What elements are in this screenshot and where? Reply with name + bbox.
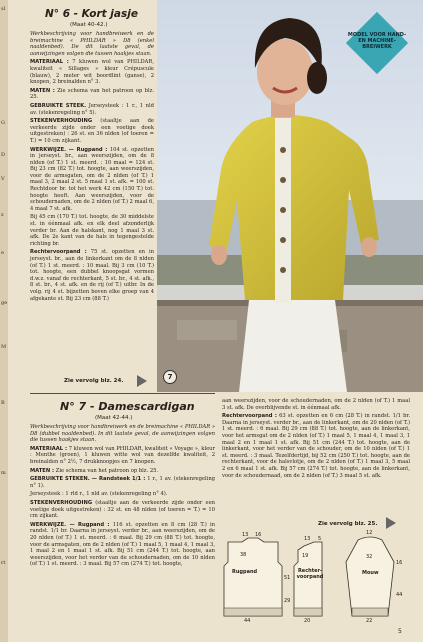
strip-fragment: m	[1, 470, 6, 476]
strip-fragment: D	[1, 152, 6, 158]
voor-bottom-dim: 20	[304, 618, 311, 624]
strip-fragment: V	[1, 176, 5, 182]
section-divider	[30, 393, 215, 394]
pattern7-jersey: Jerseysteek : 1 rld r., 1 nld av. (stekenregeling n° 4).	[30, 491, 168, 498]
pattern6-steek: GEBRUIKTE STEEK. Jerseysteek : 1 r., 1 nld av. (stekenregeling n° 5).	[30, 102, 155, 116]
pattern6-material: MATERIAAL : 7 kluwen wol van PHILDAR, kwaliteit « Sillages » kleur Crépuscule (blauw), 2 meter wit boordlint (ganse), 2 knopen, 2 breinalden n° 3.	[30, 59, 154, 86]
photo-number-badge: 7	[163, 370, 177, 384]
voor-mid-dim: 5	[318, 536, 322, 542]
page-number: 5	[398, 628, 402, 635]
strip-fragment: ge	[1, 300, 8, 306]
rug-bottom-dim: 44	[244, 618, 251, 624]
model-photo	[157, 0, 423, 392]
column3-continued: Zie vervolg blz. 25.	[318, 521, 378, 527]
pattern6-rechtervoorpand: Rechtervoorpand : 75 st. opzetten en in jerseyst. br., aan de linkerkant om de 8 nlden (of T.) 1 st. meerd. : 10 maal. Bij 3 cm (10 T.) tot. hoogte, een dubbel knoopsgat vormen d.w.z. vanaf de rechterkant, 5 st. br., 4 st. afk., 8 st. br., 4 st. afk. en de rij (of T.) uitbr. In de volg. rij 4 st. bijzetten boven elke groep van 4 afgekante st. Bij 23 cm (88 T.)	[30, 249, 154, 302]
rug-height-dim: 51	[284, 575, 291, 581]
rugpand-label: Rugpand	[232, 569, 258, 575]
mouw-side-dim: 16	[396, 560, 403, 566]
mouw-bottom-dim: 22	[366, 618, 373, 624]
pattern7-body	[30, 424, 215, 570]
pattern7-verhouding: STEKENVERHOUDING (staaltje aan de verkeerde zijde onder een voetige doek uitgestreken) : 32 st. en 48 nlden (of toeren = T.) = 10 cm zijkant.	[30, 499, 216, 520]
pattern6-verhouding: STEKENVERHOUDING (staaltje aan de verkeerde zijde onder een voetige doek uitgestreken) : 26 st. en 36 nlden (of toeren = T.) = 10 cm zijkant.	[30, 118, 155, 144]
pattern7-title: N° 7 - Damescardigan	[60, 400, 195, 413]
rugpand-rib	[224, 608, 282, 616]
pattern6-size: (Maat 40-42.)	[70, 22, 108, 28]
pattern6-body	[30, 31, 154, 304]
rugpand-shape	[224, 538, 282, 616]
rug-mid-dim: 16	[255, 532, 262, 538]
voorpand-rib	[294, 608, 322, 616]
pattern6-continued: Zie vervolg blz. 24.	[64, 378, 124, 384]
pattern7-material: MATERIAAL : 7 kluwen wol van PHILDAR, kwaliteit « Voyage », kleur : Menthe (groen), 1 kluwen witte wol van dezelfde kwaliteit, 2 breinalden n° 2½, 7 drukknoopjes en 7 knopen.	[30, 445, 215, 465]
mouw-height-dim: 44	[396, 592, 403, 598]
pattern6-werkwijze: WERKWIJZE. — Rugpand : 104 st. opzetten in jerseyst. br., aan weerszijden, om de 8 nlden (of T.) 1 st. meerd. : 10 maal = 124 st. Bij 23 cm (82 T.) tot. hoogte, aan weerszijden, voor de armsgaten, om de 2 nlden (of T.) 1 maal 3, 2 maal 2 st. 5 maal 1 st. afk. = 100 st. Rechtdoor br. tot het werk 42 cm (150 T.) tot. hoogte heeft. Aan weerszijden, voor de schoudernaden, om de 2 nlden (of T.) 2 maal 6, 4 maal 7 st. afk.	[30, 146, 154, 212]
strip-fragment: rt	[1, 560, 6, 566]
pattern6-werkwijze-2: Bij 45 cm (170 T.) tot. hoogte, de 30 middelste st. in éénmaal afk. en elk deel afzonderlijk verder br. Aan de halskant, nog 1 maal 3 st. afk. De 2e kant van de hals in tegengestelde richting br.	[30, 214, 154, 247]
pattern6-intro: Werkbeschrijving voor handbreiwerk en de breimachine « PHILDAR » D8 (enkel naaldenbed). De dit laatste geval, de aanwijzingen volgen die tussen haakjes staan.	[30, 31, 154, 57]
mouw-shape	[346, 537, 394, 616]
pattern6-title: N° 6 - Kort jasje	[45, 8, 138, 20]
continue-arrow-icon	[137, 375, 147, 387]
mouw-rib	[352, 608, 388, 616]
strip-fragment: z	[1, 212, 4, 218]
voor-top-dim: 13	[304, 536, 311, 542]
pattern6-maten: MATEN : Zie schema van het patroon op blz. 25.	[30, 87, 155, 101]
model-badge-text: MODEL VOOR HAND- EN MACHINE- BREIWERK	[347, 32, 407, 50]
strip-fragment: B	[1, 400, 5, 406]
strip-fragment: G	[1, 120, 5, 126]
mouw-width-dim: 32	[366, 554, 373, 560]
voor-width-dim: 19	[302, 553, 309, 559]
pattern7-maten: MATEN : Zie schema van het patroon op blz. 25.	[30, 467, 159, 474]
pattern7-intro: Werkbeschrijving voor handbreiwerk en de breimachine « PHILDAR » D8 (dubbel naaldenbed). In dit laatste geval, de aanwijzingen volgen die tussen haakjes staan.	[30, 424, 215, 444]
pattern7-steken: GEBRUIKTE STEKEN. — Randsteek 1/1 : 1 r., 1 av. (stekenregeling n° 1).	[30, 476, 215, 489]
voorpand-label: Rechter- voorpand	[296, 568, 324, 580]
rug-width-dim: 38	[240, 552, 247, 558]
strip-fragment: sl	[1, 6, 6, 12]
continue-arrow-icon-2	[386, 517, 396, 529]
strip-fragment: M	[1, 344, 7, 350]
pattern7-werkwijze: WERKWIJZE. — Rugpand : 116 st. opzetten en 8 cm (28 T.) in randst. 1/1 br. Daarna in jerseyst. verder br., aan weerszijden, om de 20 nlden (of T.) 1 st. meerd. : 6 maal. Bij 29 cm (88 T.) tot. hoogte, voor de armsgaten, om de 2 nlden (of T.) 1 maal 5, 1 maal 4, 1 maal 3, 1 maal 2 en 1 maal 1 st. afk. Bij 51 cm (244 T.) tot. hoogte, aan weerszijden, voor het verder van de schoudernaden, om de 10 nlden (of T.) 1 st. meerd. : 3 maal. Bij 57 cm (274 T.) tot. hoogte,	[30, 521, 215, 568]
rug-top-dim: 13	[242, 532, 249, 538]
rug-side-dim: 29	[284, 598, 291, 604]
strip-fragment: e	[1, 250, 4, 256]
mouw-label: Mouw	[362, 570, 379, 576]
column3-rechtervoorpand: Rechtervoorpand : 63 st. opzetten en 6 cm (28 T.) in randst. 1/1 br. Daarna in jerseyst. verder br., aan de linkerkant, om de 20 nlden (of T.) 1 st. meerd. : 6 maal. Bij 29 cm (88 T.) tot. hoogte, aan de linkerkant, voor het armsgat om de 2 nlden (of T.) 1 maal 5, 1 maal 4, 1 maal 3, 1 maal 2 en 1 maal 1 st. afk. Bij 51 cm (244 T.) tot. hoogte, aan de linkerkant, voor het verder van de schouder, om de 10 nlden (of T.) 1 st. meerd. : 3 maal. Tezelfdertijd, bij 52 cm (250 T.) tot. hoogte, aan de rechterkant, voor de halsvlotje, om de 2 nlden (of T.) 1 maal 3, 5 maal 2 en 6 maal 1 st. afk. Bij 57 cm (274 T.) tot. hoogte, aan de linkerkant, voor de schoudernaad, om de 2 nlden (of T.) 3 maal 5 st. afk.	[222, 413, 410, 479]
column3-body	[222, 398, 410, 481]
pattern7-size: (Maat 42-44.)	[95, 415, 133, 421]
column3-intro: aan weerszijden, voor de schoudernaden, om de 2 nlden (of T.) 1 maal 3 st. afk. De overblijvende st. in éénmaal afk.	[222, 398, 410, 411]
mouw-top-dim: 12	[366, 530, 373, 536]
